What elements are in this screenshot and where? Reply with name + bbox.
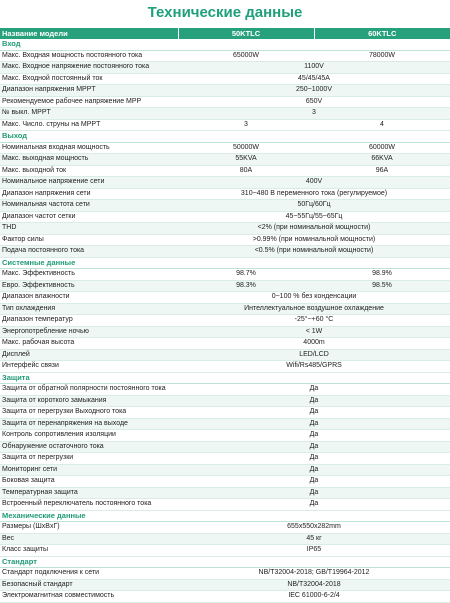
shared-value: Да [178,430,450,442]
section-header-row [0,556,450,568]
parameter-name: Встроенный переключатель постоянного тока [0,499,178,511]
parameter-name: Диапазон напряжения сети [0,188,178,200]
parameter-name: Безопасный стандарт [0,579,178,591]
parameter-name: Боковая защита [0,476,178,488]
section-title: Стандарт [0,556,450,568]
value-50ktlc: 98.7% [178,269,314,281]
parameter-name: Диапазон частот сетки [0,211,178,223]
shared-value: Да [178,464,450,476]
parameter-name: Обнаружение остаточного тока [0,441,178,453]
table-row [0,441,450,453]
parameter-name: Класс защиты [0,545,178,557]
table-row [0,407,450,419]
parameter-name: THD [0,223,178,235]
shared-value: Да [178,499,450,511]
shared-value: Да [178,441,450,453]
section-title: Вход [0,39,450,50]
table-row [0,188,450,200]
table-row [0,165,450,177]
table-row [0,453,450,465]
parameter-name: Номинальная частота сети [0,200,178,212]
section-title: Выход [0,131,450,143]
parameter-name: Электромагнитная совместимость [0,591,178,603]
section-header-row [0,510,450,522]
table-row [0,119,450,131]
header-model-name: Название модели [0,28,178,39]
shared-value: IEC 61000-6-2/4 [178,591,450,603]
section-header-row [0,39,450,50]
parameter-name: № выкл. MPPT [0,108,178,120]
parameter-name: Защита от перенапряжения на выходе [0,418,178,430]
table-row [0,223,450,235]
parameter-name: Номинальное напряжение сети [0,177,178,189]
table-row [0,108,450,120]
table-row [0,85,450,97]
shared-value: 3 [178,108,450,120]
parameter-name: Диапазон напряжения MPPT [0,85,178,97]
shared-value: LED/LCD [178,349,450,361]
shared-value: 1100V [178,62,450,74]
table-row [0,384,450,396]
shared-value: Да [178,453,450,465]
shared-value: 45~55Гц/55~65Гц [178,211,450,223]
shared-value: -25°~+60 °C [178,315,450,327]
parameter-name: Контроль сопротивления изоляции [0,430,178,442]
value-50ktlc: 3 [178,119,314,131]
table-row [0,464,450,476]
parameter-name: Макс. выходной ток [0,165,178,177]
parameter-name: Макс. рабочая высота [0,338,178,350]
shared-value: <0.5% (при номинальной мощности) [178,246,450,258]
parameter-name: Евро. Эффективность [0,280,178,292]
header-model-60ktlc: 60KTLC [314,28,450,39]
table-row [0,303,450,315]
shared-value: Да [178,418,450,430]
shared-value: Да [178,476,450,488]
section-header-row [0,131,450,143]
shared-value: NB/T32004-2018; GB/T19964-2012 [178,568,450,580]
table-row [0,499,450,511]
shared-value: IP65 [178,545,450,557]
parameter-name: Подача постоянного тока [0,246,178,258]
parameter-name: Рекомендуемое рабочее напряжение MPP [0,96,178,108]
shared-value: Да [178,407,450,419]
table-row [0,418,450,430]
parameter-name: Стандарт подключения к сети [0,568,178,580]
parameter-name: Макс. выходная мощность [0,154,178,166]
table-row [0,533,450,545]
value-50ktlc: 65000W [178,50,314,62]
table-row [0,579,450,591]
value-60ktlc: 96A [314,165,450,177]
shared-value: 45 кг [178,533,450,545]
table-row [0,73,450,85]
table-row [0,177,450,189]
table-row [0,315,450,327]
parameter-name: Фактор силы [0,234,178,246]
shared-value: Да [178,395,450,407]
table-row [0,338,450,350]
table-row [0,326,450,338]
table-row [0,476,450,488]
shared-value: 250~1000V [178,85,450,97]
shared-value: NB/T32004-2018 [178,579,450,591]
shared-value: < 1W [178,326,450,338]
value-50ktlc: 55KVA [178,154,314,166]
table-row [0,430,450,442]
table-row [0,395,450,407]
shared-value: Wifi/Rs485/GPRS [178,361,450,373]
shared-value: 50Гц/60Гц [178,200,450,212]
table-row [0,280,450,292]
shared-value: 4000m [178,338,450,350]
shared-value: >0.99% (при номинальной мощности) [178,234,450,246]
shared-value: 655x550x282mm [178,522,450,534]
table-row [0,522,450,534]
shared-value: 400V [178,177,450,189]
table-row [0,246,450,258]
parameter-name: Номинальная входная мощность [0,142,178,154]
table-row [0,96,450,108]
section-title: Системные данные [0,257,450,269]
parameter-name: Вес [0,533,178,545]
shared-value: 0~100 % без конденсации [178,292,450,304]
shared-value: 45/45/45A [178,73,450,85]
value-60ktlc: 98.5% [314,280,450,292]
value-60ktlc: 78000W [314,50,450,62]
page-title: Технические данные [147,4,303,21]
section-title: Механические данные [0,510,450,522]
parameter-name: Защита от обратной полярности постоянного тока [0,384,178,396]
table-row [0,292,450,304]
section-title: Защита [0,372,450,384]
table-row [0,545,450,557]
parameter-name: Интерфейс связи [0,361,178,373]
parameter-name: Размеры (ШxВxГ) [0,522,178,534]
table-row [0,234,450,246]
section-header-row [0,372,450,384]
value-50ktlc: 80A [178,165,314,177]
value-60ktlc: 98.9% [314,269,450,281]
header-model-50ktlc: 50KTLC [178,28,314,39]
parameter-name: Защита от короткого замыкания [0,395,178,407]
value-60ktlc: 60000W [314,142,450,154]
table-row [0,142,450,154]
parameter-name: Макс. Входная мощность постоянного тока [0,50,178,62]
parameter-name: Энергопотребление ночью [0,326,178,338]
spec-table-body [0,39,450,602]
parameter-name: Защита от перегрузки [0,453,178,465]
shared-value: Интеллектуальное воздушное охлаждение [178,303,450,315]
table-header-row [0,28,450,39]
value-50ktlc: 50000W [178,142,314,154]
shared-value: Да [178,384,450,396]
shared-value: 650V [178,96,450,108]
parameter-name: Температурная защита [0,487,178,499]
value-60ktlc: 66KVA [314,154,450,166]
parameter-name: Диапазон влажности [0,292,178,304]
table-row [0,211,450,223]
table-row [0,568,450,580]
shared-value: <2% (при номинальной мощности) [178,223,450,235]
parameter-name: Дисплей [0,349,178,361]
shared-value: 310~480 В переменного тока (регулируемое) [178,188,450,200]
table-row [0,361,450,373]
parameter-name: Макс. Эффективность [0,269,178,281]
table-row [0,487,450,499]
table-row [0,349,450,361]
table-row [0,62,450,74]
table-row [0,269,450,281]
spec-table [0,28,450,603]
value-50ktlc: 98.3% [178,280,314,292]
value-60ktlc: 4 [314,119,450,131]
parameter-name: Макс. Входное напряжение постоянного тока [0,62,178,74]
table-row [0,50,450,62]
shared-value: Да [178,487,450,499]
parameter-name: Макс. Число. струны на MPPT [0,119,178,131]
table-row [0,591,450,603]
table-row [0,200,450,212]
section-header-row [0,257,450,269]
parameter-name: Мониторинг сети [0,464,178,476]
parameter-name: Макс. Входной постоянный ток [0,73,178,85]
parameter-name: Защита от перегрузки Выходного тока [0,407,178,419]
parameter-name: Диапазон температур [0,315,178,327]
parameter-name: Тип охлаждения [0,303,178,315]
table-row [0,154,450,166]
